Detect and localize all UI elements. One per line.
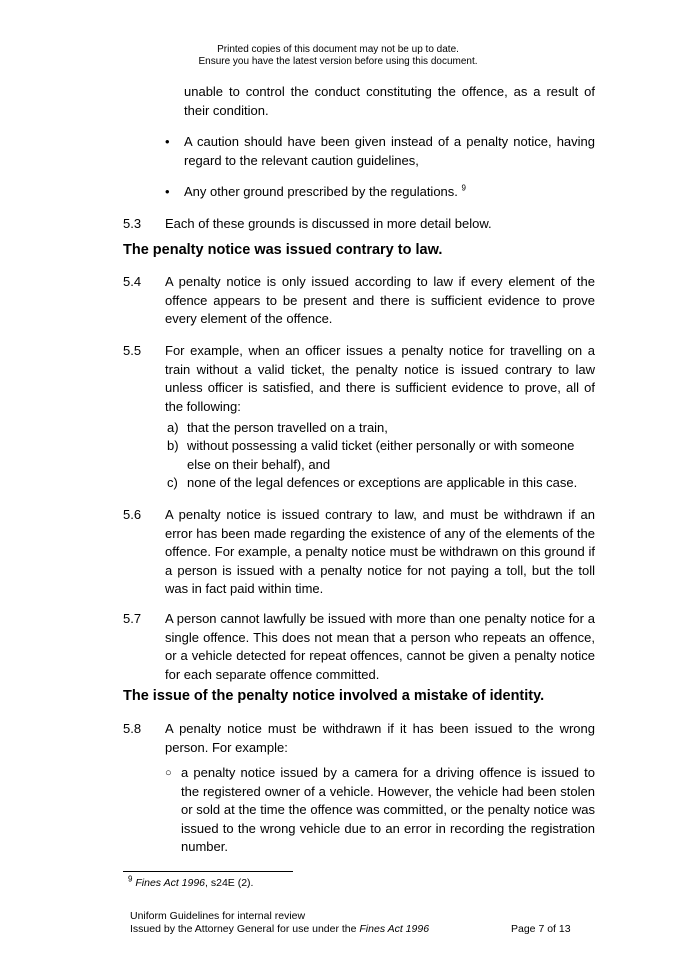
- section-heading-contrary-to-law: The penalty notice was issued contrary to law.: [123, 242, 443, 258]
- list-label-a: a): [167, 420, 179, 435]
- para-number-5-3: 5.3: [123, 216, 142, 231]
- header-notice-line2: Ensure you have the latest version before using this document.: [198, 56, 478, 67]
- bullet-dot: •: [165, 184, 170, 199]
- footnote-9: $^9$ Fines Act 1996, s24E (2).: [128, 874, 254, 889]
- bullet-other-ground: Any other ground prescribed by the regulations. $^9$: [184, 183, 466, 199]
- continuation-text: unable to control the conduct constituting the offence, as a result of their condition.: [184, 84, 595, 118]
- footnote-separator: [123, 871, 293, 872]
- circle-bullet-icon: ○: [165, 767, 172, 779]
- list-label-c: c): [167, 475, 178, 490]
- para-number-5-4: 5.4: [123, 274, 142, 289]
- section-heading-mistake-of-identity: The issue of the penalty notice involved a mistake of identity.: [123, 688, 545, 704]
- footnote-ref-9[interactable]: 9: [461, 183, 466, 193]
- para-5-8: A penalty notice must be withdrawn if it has been issued to the wrong person. For example:: [165, 721, 595, 755]
- sub-bullet-camera-example: a penalty notice issued by a camera for a driving offence is issued to the registered owner of a vehicle. However, the vehicle had been stolen or sold at the time the offence was committed, or the penalty notice was issued to the wrong vehicle due to an error in recording the registration number.: [181, 765, 595, 854]
- footer-title: Uniform Guidelines for internal review: [130, 910, 306, 922]
- bullet-caution: A caution should have been given instead of a penalty notice, having regard to the relevant caution guidelines,: [184, 134, 595, 168]
- para-number-5-6: 5.6: [123, 507, 142, 522]
- para-number-5-8: 5.8: [123, 721, 142, 736]
- list-item-b: without possessing a valid ticket (either personally or with someone else on their behalf), and: [187, 438, 575, 472]
- para-5-4: A penalty notice is only issued according to law if every element of the offence appears to be present and there is sufficient evidence to prove every element of the offence.: [165, 274, 595, 326]
- para-5-3: Each of these grounds is discussed in more detail below.: [165, 216, 492, 231]
- para-5-6: A penalty notice is issued contrary to law, and must be withdrawn if an error has been made regarding the existence of any of the elements of the offence. For example, a penalty notice must be withdrawn on this ground if a person is issued with a penalty notice for not paying a toll, but the toll was in fact paid within time.: [165, 507, 595, 596]
- para-number-5-7: 5.7: [123, 611, 142, 626]
- list-label-b: b): [167, 438, 179, 453]
- list-item-a: that the person travelled on a train,: [187, 420, 388, 435]
- footer-page-number: Page 7 of 13: [511, 923, 571, 935]
- para-number-5-5: 5.5: [123, 343, 142, 358]
- bullet-dot: •: [165, 134, 170, 149]
- para-5-7: A person cannot lawfully be issued with more than one penalty notice for a single offence. This does not mean that a person who repeats an offence, or a vehicle detected for repeat offences, cannot be given a penalty notice for each separate offence committed.: [165, 611, 595, 682]
- para-5-5: For example, when an officer issues a penalty notice for travelling on a train without a valid ticket, the penalty notice is issued contrary to law unless officer is satisfied, and there is sufficient evidence to prove, all of the following:: [165, 343, 595, 414]
- header-notice-line1: Printed copies of this document may not be up to date.: [217, 44, 459, 55]
- footer-issued-by: Issued by the Attorney General for use under the Fines Act 1996: [130, 923, 430, 935]
- list-item-c: none of the legal defences or exceptions are applicable in this case.: [187, 475, 578, 490]
